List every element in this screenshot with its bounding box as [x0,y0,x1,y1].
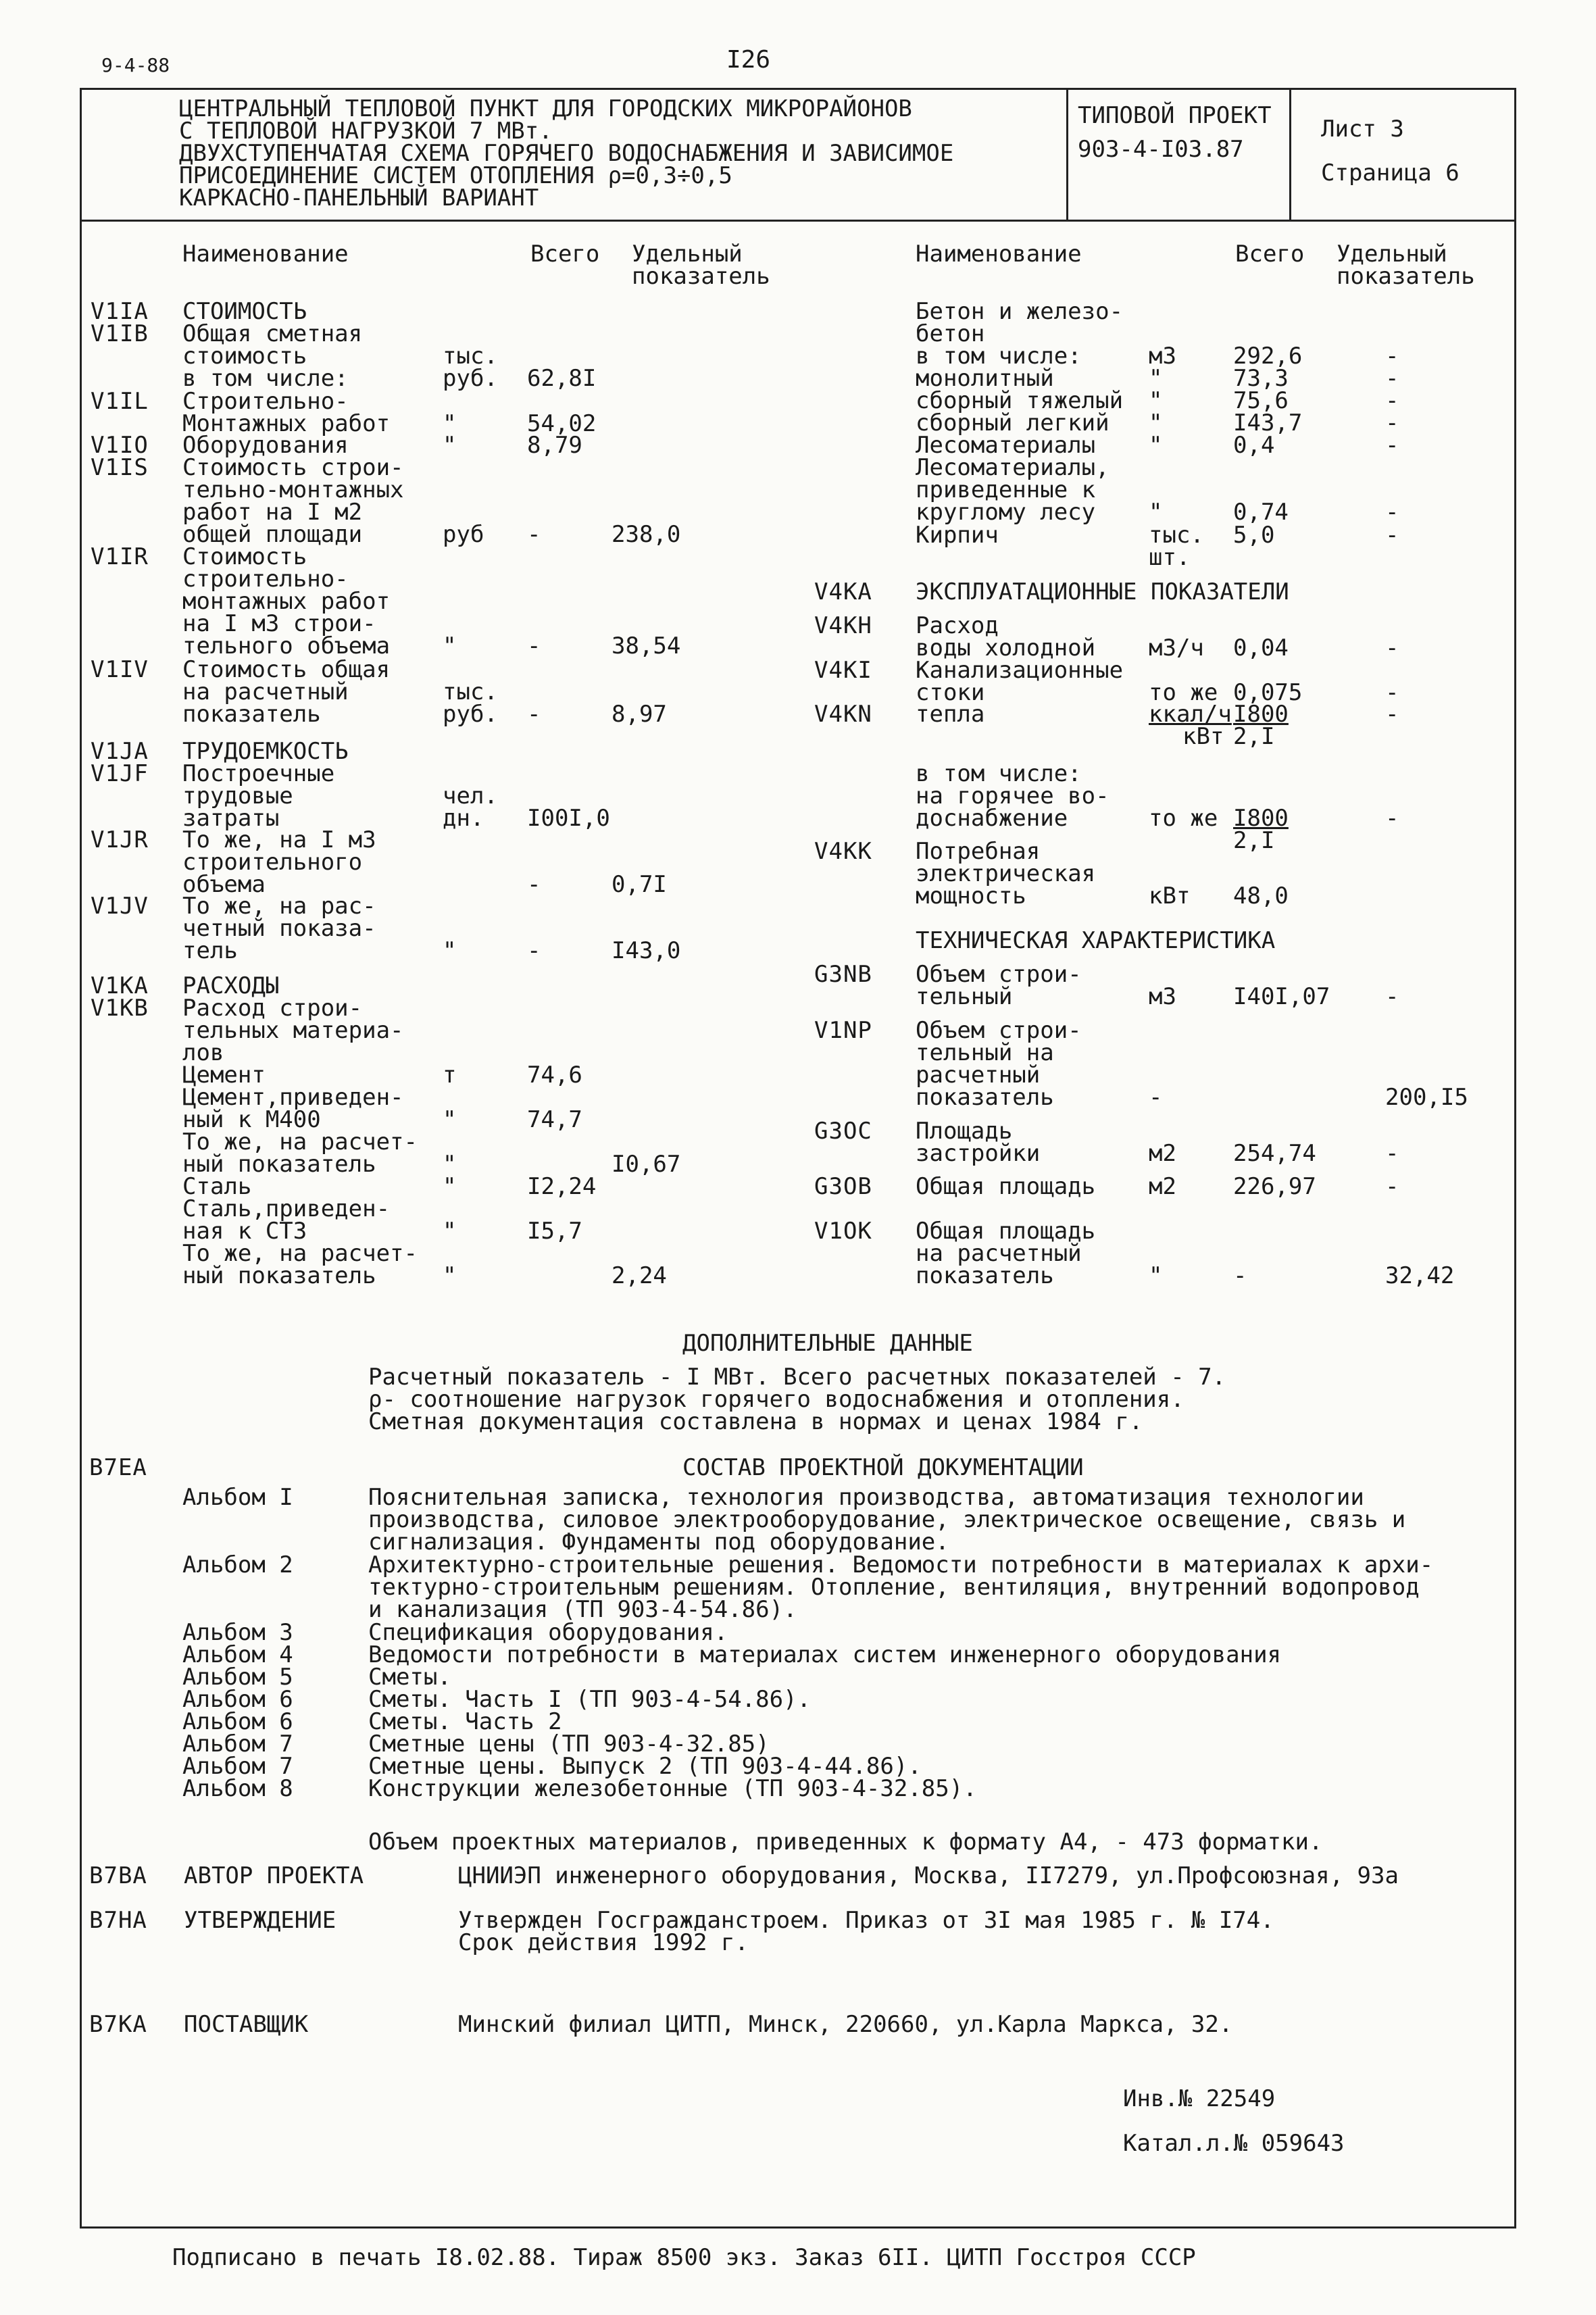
col-name-left: Наименование [182,241,349,268]
right-spec: - [1385,983,1399,1010]
left-name-line: тельно-монтажных [182,476,404,503]
left-name-line: Оборудования [182,432,349,459]
left-name-line: Строительно- [182,388,349,415]
page-label: Страница 6 [1321,159,1460,186]
right-code: V1OK [814,1218,872,1245]
right-code: V1NP [814,1017,872,1044]
right-unit: " [1149,499,1163,526]
album-line: сигнализация. Фундаменты под оборудование. [368,1528,949,1555]
right-total: 254,74 [1233,1140,1316,1167]
footer-code: B7BA [89,1862,147,1889]
left-name-line: ный к М400 [182,1106,321,1133]
fraction-bottom: 2,I [1233,827,1275,854]
right-name-line: Площадь [916,1118,1013,1145]
project-number: 903-4-I03.87 [1078,136,1244,163]
right-name-line: стоки [916,679,985,706]
right-name-line: Объем строи- [916,1017,1082,1044]
right-name-line: воды холодной [916,634,1096,662]
album-line: тектурно-строительным решениям. Отопление, вентиляция, внутренний водопровод [368,1574,1420,1601]
right-spec: - [1385,1140,1399,1167]
left-code: V1JA [91,738,149,765]
left-total: I5,7 [527,1218,582,1245]
right-name-line: тельный [916,983,1013,1010]
left-unit: " [443,1151,457,1178]
left-unit: т [443,1062,457,1089]
album-label: Альбом 8 [182,1775,293,1802]
right-name-line: тепла [916,701,985,728]
left-name-line: тель [182,937,238,964]
right-code: V4KI [814,657,872,684]
right-name-line: доснабжение [916,805,1068,832]
title-line: ПРИСОЕДИНЕНИЕ СИСТЕМ ОТОПЛЕНИЯ ρ=0,3÷0,5 [179,162,732,189]
album-label: Альбом 2 [182,1551,293,1578]
col-spec-line: Удельный [1337,241,1447,268]
left-unit: тыс. руб. [443,678,498,728]
left-name-line: Расход строи- [182,995,363,1022]
right-name-line: на горячее во- [916,782,1109,810]
left-name-line: трудовые [182,782,293,810]
footer-label: УТВЕРЖДЕНИЕ [184,1907,336,1934]
left-total: - [527,937,541,964]
right-unit: " [1149,409,1163,437]
right-total: I43,7 [1233,409,1303,437]
album-line: и канализация (ТП 903-4-54.86). [368,1596,797,1623]
additional-line: Расчетный показатель - I МВт. Всего расчетных показателей - 7. [368,1364,1226,1391]
left-spec: 2,24 [612,1262,667,1289]
right-name-line: Бетон и железо- [916,298,1124,325]
right-spec: - [1385,805,1399,832]
right-spec: - [1385,634,1399,662]
unit-top: ккал/ч [1149,701,1232,728]
title-line: С ТЕПЛОВОЙ НАГРУЗКОЙ 7 МВт. [179,118,553,145]
right-total: 0,4 [1233,432,1275,459]
left-name-line: показатель [182,701,321,728]
title-line: КАРКАСНО-ПАНЕЛЬНЫЙ ВАРИАНТ [179,184,539,211]
left-name-line: работ на I м2 [182,499,363,526]
left-code: V1JF [91,760,149,787]
footer-line: Минский филиал ЦИТП, Минск, 220660, ул.Карла Маркса, 32. [458,2011,1233,2038]
col-total-right: Всего [1235,241,1305,268]
album-label: Альбом 5 [182,1664,293,1691]
left-name-line: на I м3 строи- [182,610,376,637]
right-total: I40I,07 [1233,983,1330,1010]
left-name-line: Стоимость строи- [182,454,404,481]
album-line: Сметы. Часть 2 [368,1708,562,1735]
footer-line: Срок действия 1992 г. [458,1929,749,1956]
left-name-line: То же, на расчет- [182,1240,418,1267]
left-unit: " [443,432,457,459]
footer-code: B7KA [89,2011,147,2038]
right-code: G3OB [814,1173,872,1200]
left-unit: " [443,632,457,659]
left-unit: " [443,1262,457,1289]
right-spec: - [1385,679,1399,706]
right-unit: - [1149,1084,1163,1111]
right-name-line: на расчетный [916,1240,1082,1267]
right-code: G3OC [814,1118,872,1145]
right-name-line: Объем строи- [916,961,1082,988]
left-spec: 8,97 [612,701,667,728]
album-label: Альбом 6 [182,1708,293,1735]
right-spec: - [1385,409,1399,437]
left-name-line: Цемент [182,1062,266,1089]
right-total: 292,6 [1233,343,1303,370]
right-name-line: ТЕХНИЧЕСКАЯ ХАРАКТЕРИСТИКА [916,927,1276,954]
album-line: Ведомости потребности в материалах систем инженерного оборудования [368,1641,1282,1668]
right-total: 73,3 [1233,365,1289,392]
right-name-line: Кирпич [916,522,999,549]
right-spec: - [1385,701,1399,728]
left-name-line: Сталь,приведен- [182,1195,391,1222]
right-name-line: застройки [916,1140,1041,1167]
left-total: 62,8I [527,365,597,392]
right-spec: - [1385,387,1399,414]
album-label: Альбом 4 [182,1641,293,1668]
col-spec-right [1337,243,1475,288]
left-code: V1IO [91,432,149,459]
right-name-line: электрическая [916,860,1096,887]
col-spec-left [632,243,770,288]
right-unit: тыс. шт. [1149,522,1204,571]
additional-line: Сметная документация составлена в нормах и ценах 1984 г. [368,1408,1143,1435]
left-name-line: Общая сметная [182,320,363,347]
left-code: V1IR [91,543,149,570]
album-line: Спецификация оборудования. [368,1619,728,1646]
left-unit: тыс. руб. [443,343,498,392]
right-name-line: Потребная [916,838,1041,865]
right-total: 0,075 [1233,679,1303,706]
project-label: ТИПОВОЙ ПРОЕКТ [1078,102,1272,129]
left-total: - [527,521,541,548]
left-unit: " [443,1218,457,1245]
left-name-line: РАСХОДЫ [182,972,280,999]
footer-label: ПОСТАВЩИК [184,2011,309,2038]
col-total-left: Всего [530,241,600,268]
right-name-line: мощность [916,882,1026,910]
left-name-line: строительно- [182,566,349,593]
catalog-number: Катал.л.№ 059643 [1123,2130,1345,2157]
album-label: Альбом I [182,1484,293,1511]
header-divider [80,220,1514,222]
right-spec: - [1385,365,1399,392]
album-label: Альбом 7 [182,1731,293,1758]
left-name-line: Стоимость общая [182,656,391,683]
right-total: 226,97 [1233,1173,1316,1200]
left-spec: 0,7I [612,871,667,898]
right-total: 0,04 [1233,634,1289,662]
left-spec: I0,67 [612,1151,681,1178]
right-code: V4KK [814,838,872,865]
left-spec: 238,0 [612,521,681,548]
left-name-line: на расчетный [182,678,349,705]
right-spec: - [1385,499,1399,526]
left-total: 74,6 [527,1062,582,1089]
right-unit: то же [1149,805,1218,832]
fraction-top: I800 [1233,701,1289,728]
right-code: V4KH [814,612,872,639]
left-unit: руб [443,521,484,548]
volume-note: Объем проектных материалов, приведенных к формату А4, - 473 форматки. [368,1828,1323,1856]
fraction-bottom: 2,I [1233,723,1275,750]
album-line: Сметы. Часть I (ТП 903-4-54.86). [368,1686,812,1713]
header-title [179,95,954,211]
right-total [1233,807,1289,852]
left-code: V1IS [91,454,149,481]
footer-label: АВТОР ПРОЕКТА [184,1862,364,1889]
right-name-line: Лесоматериалы [916,432,1096,459]
left-spec: 38,54 [612,632,681,659]
right-spec: - [1385,343,1399,370]
right-total: 75,6 [1233,387,1289,414]
right-code: V4KN [814,701,872,728]
left-name-line: Сталь [182,1173,252,1200]
right-name-line: показатель [916,1084,1054,1111]
album-label: Альбом 7 [182,1753,293,1780]
composition-heading: СОСТАВ ПРОЕКТНОЙ ДОКУМЕНТАЦИИ [682,1454,1084,1481]
left-total: I00I,0 [527,805,610,832]
left-name-line: четный показа- [182,915,376,942]
sheet-number: Лист 3 [1321,116,1404,143]
right-spec: - [1385,432,1399,459]
composition-code: B7EA [89,1454,147,1481]
left-total: 8,79 [527,432,582,459]
right-code: G3NB [814,961,872,988]
additional-text [368,1366,1226,1433]
right-name-line: Общая площадь [916,1218,1096,1245]
left-name-line: То же, на рас- [182,893,376,920]
right-name-line: сборный тяжелый [916,387,1124,414]
album-line: Сметы. [368,1664,451,1691]
left-code: V1KB [91,995,149,1022]
left-code: V1IL [91,388,149,415]
right-total: 48,0 [1233,882,1289,910]
album-label: Альбом 6 [182,1686,293,1713]
imprint: Подписано в печать I8.02.88. Тираж 8500 экз. Заказ 6II. ЦИТП Госстроя СССР [172,2244,1196,2271]
left-name-line: монтажных работ [182,588,391,615]
right-name-line: Лесоматериалы, [916,454,1109,481]
left-name-line: объема [182,871,266,898]
left-unit: " [443,1173,457,1200]
left-name-line: Построечные [182,760,335,787]
album-label: Альбом 3 [182,1619,293,1646]
right-unit: м3/ч [1149,634,1204,662]
title-line: ЦЕНТРАЛЬНЫЙ ТЕПЛОВОЙ ПУНКТ ДЛЯ ГОРОДСКИХ МИКРОРАЙОНОВ [179,95,912,122]
right-name-line: Общая площадь [916,1173,1096,1200]
right-name-line: в том числе: [916,760,1082,787]
left-name-line: в том числе: [182,365,349,392]
col-spec-line: показатель [1337,263,1475,290]
right-name-line: тельный на [916,1039,1054,1066]
album-line: производства, силовое электрооборудование, электрическое освещение, связь и [368,1506,1406,1533]
right-spec: 200,I5 [1385,1084,1468,1111]
right-name-line: монолитный [916,365,1054,392]
right-name-line: приведенные к [916,476,1096,503]
title-line: ДВУХСТУПЕНЧАТАЯ СХЕМА ГОРЯЧЕГО ВОДОСНАБЖЕНИЯ И ЗАВИСИМОЕ [179,140,954,167]
album-line: Архитектурно-строительные решения. Ведомости потребности в материалах к архи- [368,1551,1434,1578]
right-unit: м2 [1149,1173,1176,1200]
left-name-line: строительного [182,849,363,876]
right-name-line: в том числе: [916,343,1082,370]
right-total: 5,0 [1233,522,1275,549]
right-total: - [1233,1262,1247,1289]
left-spec: I43,0 [612,937,681,964]
left-code: V1JV [91,893,149,920]
left-unit: " [443,410,457,437]
left-code: V1IV [91,656,149,683]
left-total: 74,7 [527,1106,582,1133]
left-total: - [527,632,541,659]
right-unit: " [1149,365,1163,392]
left-name-line: СТОИМОСТЬ [182,298,307,325]
left-name-line: ная к СТ3 [182,1218,307,1245]
right-unit: м3 [1149,983,1176,1010]
right-spec: - [1385,1173,1399,1200]
left-unit: " [443,1106,457,1133]
left-name-line: ный показатель [182,1151,376,1178]
left-total: 54,02 [527,410,597,437]
header-divider-1 [1066,88,1068,220]
left-name-line: ный показатель [182,1262,376,1289]
header-divider-2 [1289,88,1291,220]
unit-bottom: кВт [1182,723,1224,750]
left-name-line: тельного объема [182,632,391,659]
left-name-line: Монтажных работ [182,410,391,437]
left-total: - [527,701,541,728]
left-code: V1KA [91,972,149,999]
left-unit: чел. дн. [443,782,498,832]
right-unit: то же [1149,679,1218,706]
right-unit: кВт [1149,882,1191,910]
album-line: Пояснительная записка, технология производства, автоматизация технологии [368,1484,1364,1511]
left-code: V1JR [91,826,149,853]
right-name-line: круглому лесу [916,499,1096,526]
additional-heading: ДОПОЛНИТЕЛЬНЫЕ ДАННЫЕ [682,1330,973,1357]
left-name-line: Стоимость [182,543,307,570]
right-total [1233,703,1289,748]
right-name-line: сборный легкий [916,409,1109,437]
left-name-line: затраты [182,805,280,832]
right-unit: м3 [1149,343,1176,370]
right-name-line: Расход [916,612,999,639]
left-name-line: тельных материа- [182,1017,404,1044]
left-unit: " [443,937,457,964]
right-total: 0,74 [1233,499,1289,526]
col-spec-line: показатель [632,263,770,290]
right-name-line: ЭКСПЛУАТАЦИОННЫЕ ПОКАЗАТЕЛИ [916,578,1289,605]
footer-line: ЦНИИЭП инженерного оборудования, Москва, II7279, ул.Профсоюзная, 93а [458,1862,1399,1889]
left-total: I2,24 [527,1173,597,1200]
page-number: I26 [726,46,771,74]
right-name-line: расчетный [916,1062,1041,1089]
left-code: V1IA [91,298,149,325]
right-unit: " [1149,432,1163,459]
left-name-line: стоимость [182,343,307,370]
col-spec-line: Удельный [632,241,743,268]
right-name-line: показатель [916,1262,1054,1289]
right-spec: 32,42 [1385,1262,1455,1289]
left-name-line: То же, на расчет- [182,1128,418,1155]
additional-line: ρ- соотношение нагрузок горячего водоснабжения и отопления. [368,1386,1184,1413]
footer-line: Утвержден Госгражданстроем. Приказ от 3I мая 1985 г. № I74. [458,1907,1274,1934]
album-line: Сметные цены. Выпуск 2 (ТП 903-4-44.86). [368,1753,922,1780]
right-unit: " [1149,1262,1163,1289]
left-name-line: общей площади [182,521,363,548]
series-code: 9-4-88 [101,54,170,76]
left-name-line: ТРУДОЕМКОСТЬ [182,738,349,765]
right-unit: " [1149,387,1163,414]
inventory-number: Инв.№ 22549 [1123,2085,1276,2112]
footer-code: B7HA [89,1907,147,1934]
album-line: Конструкции железобетонные (ТП 903-4-32.85). [368,1775,977,1802]
fraction-top: I800 [1233,805,1289,832]
left-code: V1IB [91,320,149,347]
col-name-right: Наименование [916,241,1082,268]
right-code: V4KA [814,578,872,605]
right-name-line: бетон [916,320,985,347]
left-name-line: То же, на I м3 [182,826,376,853]
right-unit [1149,703,1232,748]
left-total: - [527,871,541,898]
album-line: Сметные цены (ТП 903-4-32.85) [368,1731,770,1758]
left-name-line: Цемент,приведен- [182,1084,404,1111]
right-unit: м2 [1149,1140,1176,1167]
right-spec: - [1385,522,1399,549]
left-name-line: лов [182,1039,224,1066]
right-name-line: Канализационные [916,657,1124,684]
